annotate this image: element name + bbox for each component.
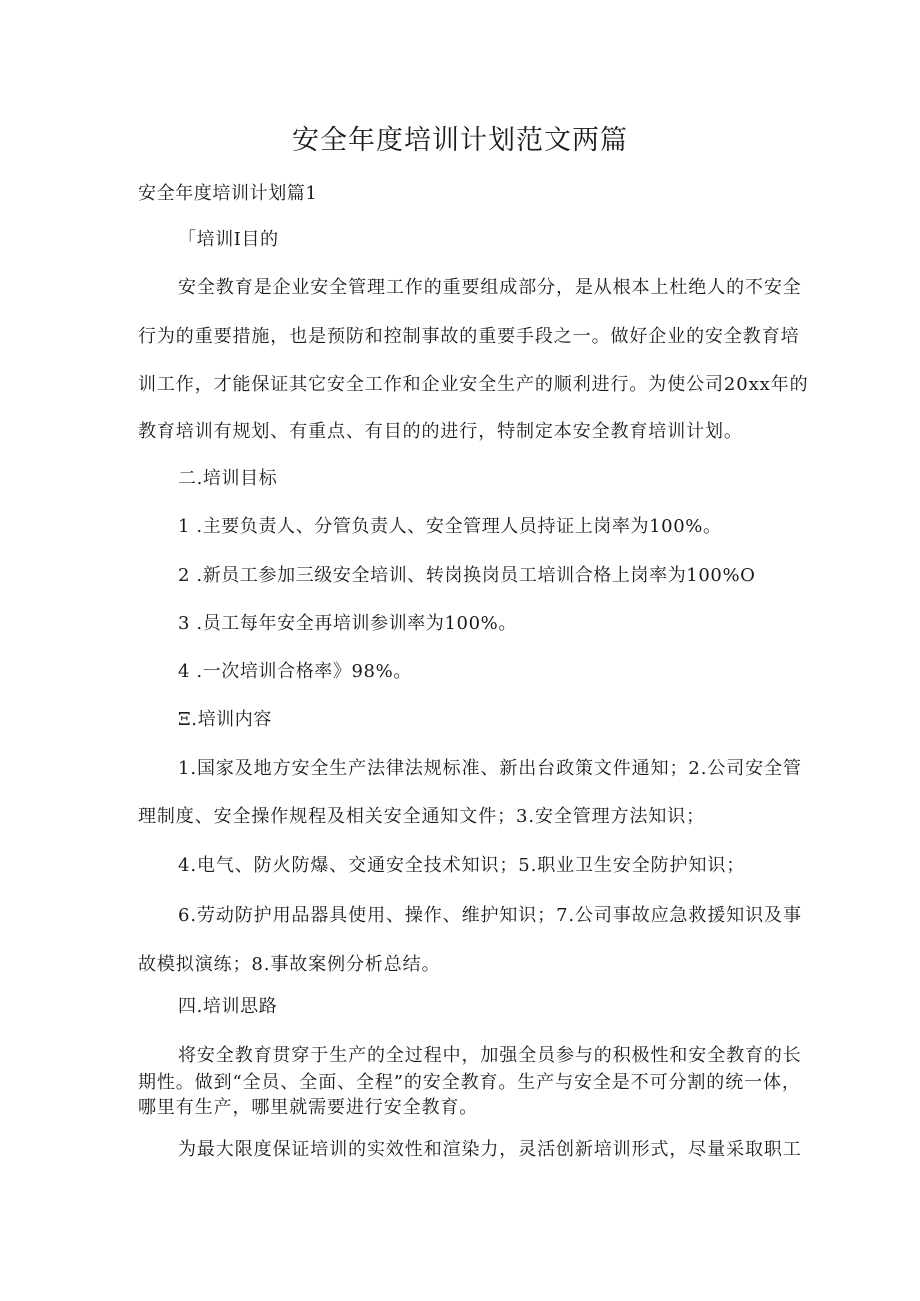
section-2-heading: 二.培训目标 [178,468,278,489]
document-title: 安全年度培训计划范文两篇 [292,125,628,156]
approach-line: 哪里有生产，哪里就需要进行安全教育。 [138,1097,479,1118]
content-line: 故模拟演练；8.事故案例分析总结。 [138,954,441,975]
content-line: 1.国家及地方安全生产法律法规标准、新出台政策文件通知；2.公司安全管 [178,758,802,779]
section-3-heading: Ξ.培训内容 [178,709,272,730]
goal-item: 3 .员工每年安全再培训参训率为100%。 [178,613,517,634]
approach-line: 为最大限度保证培训的实效性和渲染力，灵活创新培训形式，尽量采取职工 [178,1139,802,1160]
section-4-heading: 四.培训思路 [178,996,278,1017]
goal-item: 2 .新员工参加三级安全培训、转岗换岗员工培训合格上岗率为100%O [178,565,756,586]
section-1-paragraph-line: 安全教育是企业安全管理工作的重要组成部分，是从根本上杜绝人的不安全 [178,277,802,298]
content-line: 理制度、安全操作规程及相关安全通知文件；3.安全管理方法知识； [138,806,706,827]
section-1-paragraph-line: 教育培训有规划、有重点、有目的的进行，特制定本安全教育培训计划。 [138,421,743,442]
section-1-paragraph-line: 行为的重要措施，也是预防和控制事故的重要手段之一。做好企业的安全教育培 [138,326,800,347]
approach-line: 将安全教育贯穿于生产的全过程中，加强全员参与的积极性和安全教育的长 [178,1045,802,1066]
section-1-heading: 「培训I目的 [178,229,279,250]
document-subtitle: 安全年度培训计划篇1 [138,183,318,204]
goal-item: 1 .主要负责人、分管负责人、安全管理人员持证上岗率为100%。 [178,516,722,537]
goal-item: 4 .一次培训合格率》98%。 [178,661,412,682]
approach-line: 期性。做到“全员、全面、全程”的安全教育。生产与安全是不可分割的统一体， [138,1072,801,1093]
content-line: 6.劳动防护用品器具使用、操作、维护知识；7.公司事故应急救援知识及事 [178,905,802,926]
content-line: 4.电气、防火防爆、交通安全技术知识；5.职业卫生安全防护知识； [178,855,746,876]
section-1-paragraph-line: 训工作，才能保证其它安全工作和企业安全生产的顺利进行。为使公司20xx年的 [138,374,809,395]
